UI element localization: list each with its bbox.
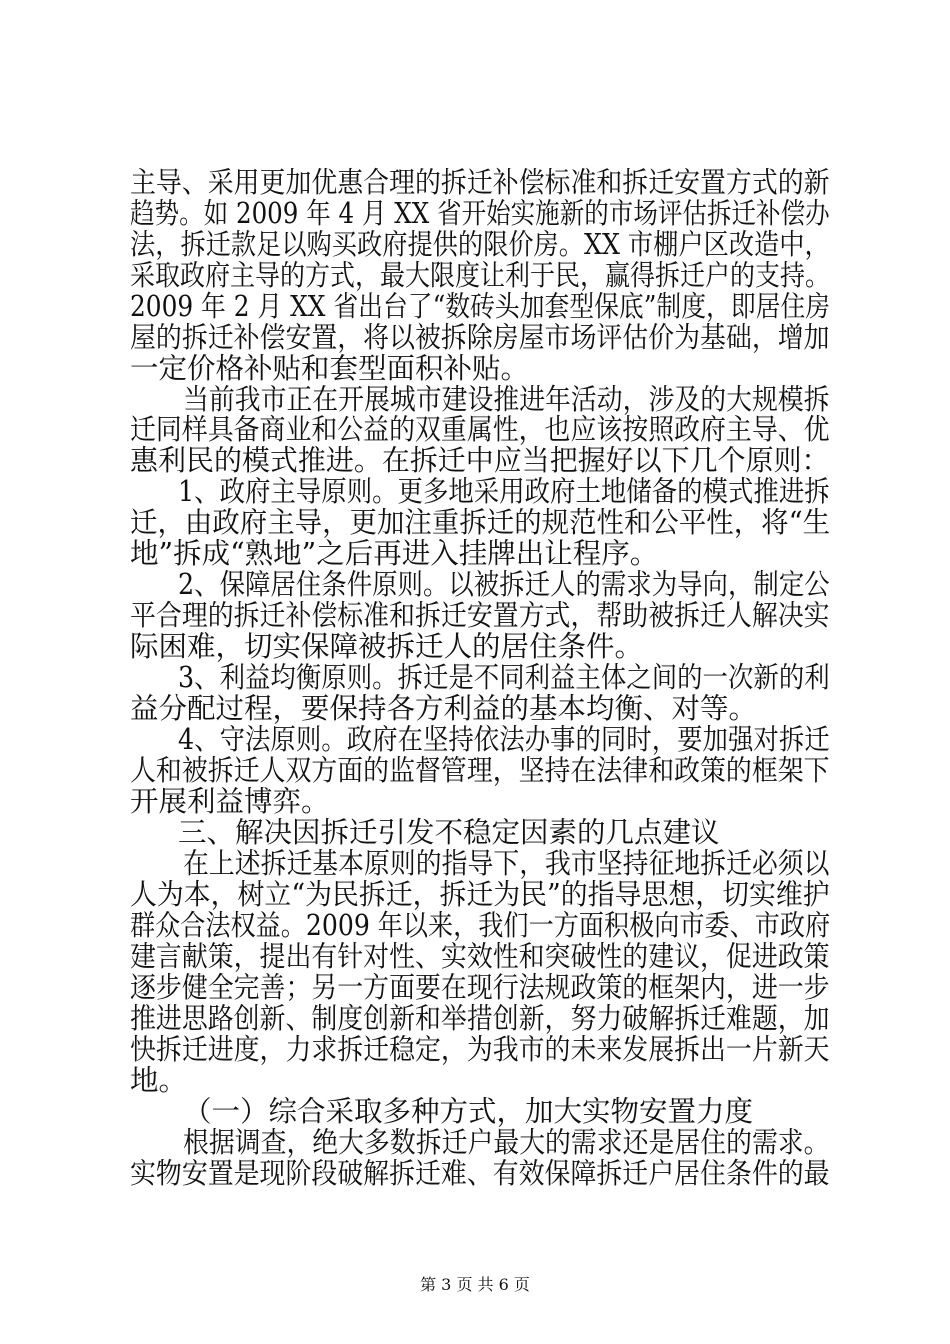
text-line: 惠利民的模式推进。在拆迁中应当把握好以下几个原则： [130, 444, 830, 478]
text-line: 4、守法原则。政府在坚持依法办事的同时，要加强对拆迁 [178, 723, 830, 757]
text-line: 趋势。如 2009 年 4 月 XX 省开始实施新的市场评估拆迁补偿办 [130, 196, 830, 230]
page-number-footer: 第 3 页 共 6 页 [420, 1275, 530, 1294]
text-line: 推进思路创新、制度创新和举措创新，努力破解拆迁难题，加 [130, 1001, 830, 1035]
text-line: 迁，由政府主导，更加注重拆迁的规范性和公平性，将“生 [130, 506, 831, 540]
text-line: 1、政府主导原则。更多地采用政府土地储备的模式推进拆 [178, 475, 830, 509]
text-line: 人和被拆迁人双方面的监督管理，坚持在法律和政策的框架下 [130, 754, 830, 788]
text-line: 地。 [130, 1063, 188, 1097]
text-line: 当前我市正在开展城市建设推进年活动，涉及的大规模拆 [183, 382, 830, 416]
text-line: 群众合法权益。2009 年以来，我们一方面积极向市委、市政府 [130, 908, 831, 942]
text-line: 根据调查，绝大多数拆迁户最大的需求还是居住的需求。 [183, 1125, 830, 1159]
text-line: 平合理的拆迁补偿标准和拆迁安置方式，帮助被拆迁人解决实 [130, 599, 830, 633]
text-line: 2009 年 2 月 XX 省出台了“数砖头加套型保底”制度，即居住房 [130, 289, 831, 323]
text-line: 地”拆成“熟地”之后再进入挂牌出让程序。 [130, 537, 659, 571]
text-line: 三、解决因拆迁引发不稳定因素的几点建议 [178, 815, 720, 849]
text-line: 建言献策，提出有针对性、实效性和突破性的建议，促进政策 [130, 939, 830, 973]
text-line: 屋的拆迁补偿安置，将以被拆除房屋市场评估价为基础，增加 [130, 320, 830, 354]
text-line: 一定价格补贴和套型面积补贴。 [130, 351, 530, 385]
text-line: 益分配过程，要保持各方利益的基本均衡、对等。 [130, 692, 758, 726]
text-line: 法，拆迁款足以购买政府提供的限价房。XX 市棚户区改造中， [130, 227, 830, 261]
text-line: 快拆迁进度，力求拆迁稳定，为我市的未来发展拆出一片新天 [130, 1032, 830, 1066]
text-line: 在上述拆迁基本原则的指导下，我市坚持征地拆迁必须以 [183, 846, 830, 880]
text-line: 人为本，树立“为民拆迁，拆迁为民”的指导思想，切实维护 [130, 877, 830, 911]
text-line: （一）综合采取多种方式，加大实物安置力度 [183, 1094, 754, 1128]
text-line: 2、保障居住条件原则。以被拆迁人的需求为导向，制定公 [178, 568, 830, 602]
text-line: 采取政府主导的方式，最大限度让利于民，赢得拆迁户的支持。 [130, 258, 831, 292]
text-line: 开展利益博弈。 [130, 785, 330, 818]
text-line: 际困难，切实保障被拆迁人的居住条件。 [130, 630, 644, 664]
text-line: 主导、采用更加优惠合理的拆迁补偿标准和拆迁安置方式的新 [130, 165, 830, 199]
text-line: 实物安置是现阶段破解拆迁难、有效保障拆迁户居住条件的最 [130, 1156, 830, 1190]
text-line: 3、利益均衡原则。拆迁是不同利益主体之间的一次新的利 [178, 661, 830, 695]
text-line: 逐步健全完善；另一方面要在现行法规政策的框架内，进一步 [130, 970, 830, 1004]
text-line: 迁同样具备商业和公益的双重属性，也应该按照政府主导、优 [130, 413, 830, 447]
